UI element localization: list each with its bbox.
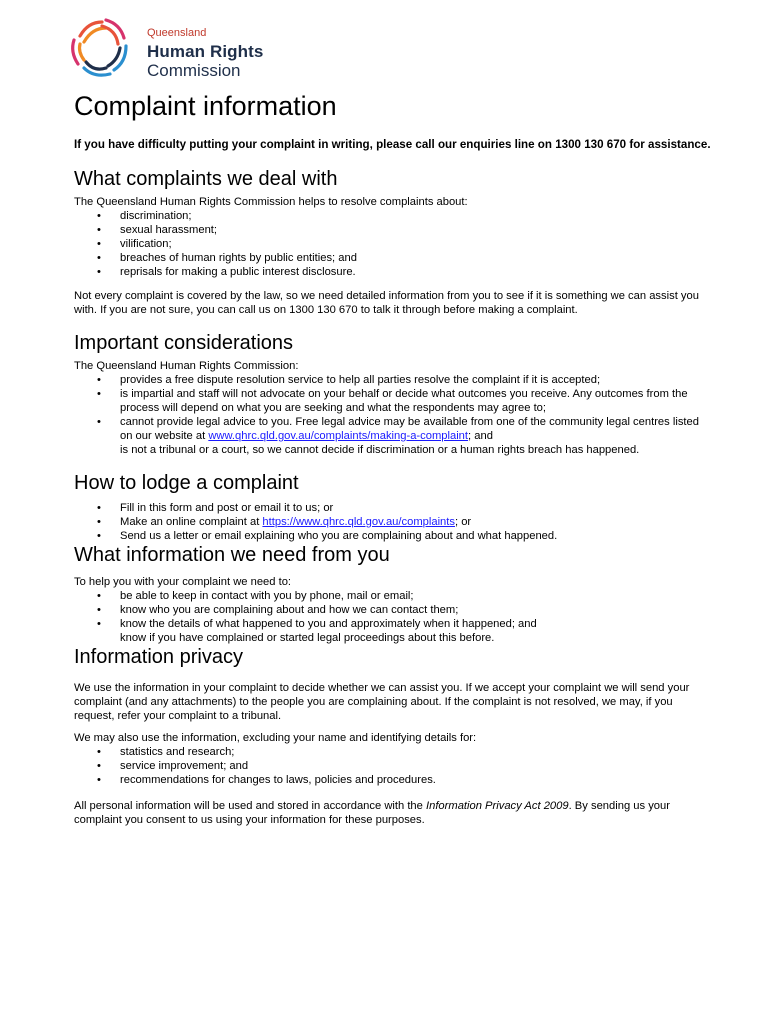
privacy-final-text: All personal information will be used and stored in accordance with the	[74, 800, 426, 812]
heading-how-to-lodge: How to lodge a complaint	[74, 472, 299, 494]
privacy-list	[74, 745, 714, 787]
list-item	[74, 415, 714, 443]
need-intro: To help you with your complaint we need to:	[74, 576, 292, 588]
list-item: • breaches of human rights by public entities; and	[74, 251, 714, 265]
list-item: • provides a free dispute resolution service to help all parties resolve the complaint if it is accepted;	[74, 373, 714, 387]
list-item: is not a tribunal or a court, so we cannot decide if discrimination or a human rights breach has happened.	[120, 444, 640, 456]
list-item	[74, 515, 714, 529]
list-item: • discrimination;	[74, 209, 714, 223]
making-a-complaint-link[interactable]: www.qhrc.qld.gov.au/complaints/making-a-complaint	[208, 430, 469, 442]
privacy-paragraph-1: We use the information in your complaint to decide whether we can assist you. If we accept your complaint we will send your complaint (and any attachments) to the people you are complaining about. If the complaint is not resolved, we may, if you request, refer your complaint to a tribunal.	[74, 682, 690, 722]
list-item: • vilification;	[74, 237, 714, 251]
list-item: • service improvement; and	[74, 759, 714, 773]
list-item: • sexual harassment;	[74, 223, 714, 237]
lead-paragraph: If you have difficulty putting your complaint in writing, please call our enquiries line on 1300 130 670 for assistance.	[74, 138, 711, 151]
list-item: • recommendations for changes to laws, policies and procedures.	[74, 773, 714, 787]
need-list	[74, 589, 714, 645]
privacy-act-title: Information Privacy Act 2009	[425, 800, 569, 812]
heading-information-privacy: Information privacy	[74, 646, 243, 668]
page-title: Complaint information	[74, 91, 337, 121]
considerations-intro: The Queensland Human Rights Commission:	[74, 360, 299, 372]
deal-note: Not every complaint is covered by the law, so we need detailed information from you to see if it is something we can assist you with. If you are not sure, you can call us on 1300 130 670 to talk it through before making a complaint.	[74, 290, 699, 316]
logo-name-line2: Commission	[147, 61, 241, 80]
online-complaint-link[interactable]: https://www.qhrc.qld.gov.au/complaints	[262, 516, 455, 528]
list-item-text: Make an online complaint at	[120, 516, 263, 528]
lodge-list	[74, 501, 714, 543]
list-item: know if you have complained or started legal proceedings about this before.	[120, 632, 495, 644]
heading-important-considerations: Important considerations	[74, 332, 294, 354]
list-item: • is impartial and staff will not advocate on your behalf or decide what outcomes you receive. Any outcomes from the process will depend on what you are seeking and what the respondents may agree to;	[74, 387, 714, 415]
considerations-list	[74, 373, 714, 457]
list-item: • know who you are complaining about and how we can contact them;	[74, 603, 714, 617]
privacy-final-paragraph	[74, 799, 714, 827]
list-item-text-end: ; or	[454, 516, 472, 528]
deal-list	[74, 209, 714, 279]
list-item: • know the details of what happened to you and approximately when it happened; and	[74, 617, 714, 631]
document-body	[74, 86, 714, 827]
qhrc-logo	[66, 14, 286, 84]
qhrc-logo-mark-icon	[66, 14, 134, 82]
heading-information-needed: What information we need from you	[74, 544, 390, 566]
privacy-paragraph-2: We may also use the information, excluding your name and identifying details for:	[74, 732, 477, 744]
logo-region: Queensland	[147, 27, 207, 39]
list-item: • statistics and research;	[74, 745, 714, 759]
list-item: • Fill in this form and post or email it to us; or	[74, 501, 714, 515]
list-item: • reprisals for making a public interest disclosure.	[74, 265, 714, 279]
list-item-text-end: ; and	[468, 430, 493, 442]
list-item-text: cannot provide legal advice to you. Free legal advice may be available from one of the community legal centres listed on our website at	[120, 416, 699, 442]
list-item: • Send us a letter or email explaining who you are complaining about and what happened.	[74, 529, 714, 543]
list-item: • be able to keep in contact with you by phone, mail or email;	[74, 589, 714, 603]
privacy-final-text-end: . By sending us your complaint you consent to us using your information for these purposes.	[74, 800, 670, 826]
deal-intro: The Queensland Human Rights Commission helps to resolve complaints about:	[74, 196, 468, 208]
logo-name-line1: Human Rights	[147, 42, 264, 61]
heading-complaints-we-deal-with: What complaints we deal with	[74, 168, 338, 190]
